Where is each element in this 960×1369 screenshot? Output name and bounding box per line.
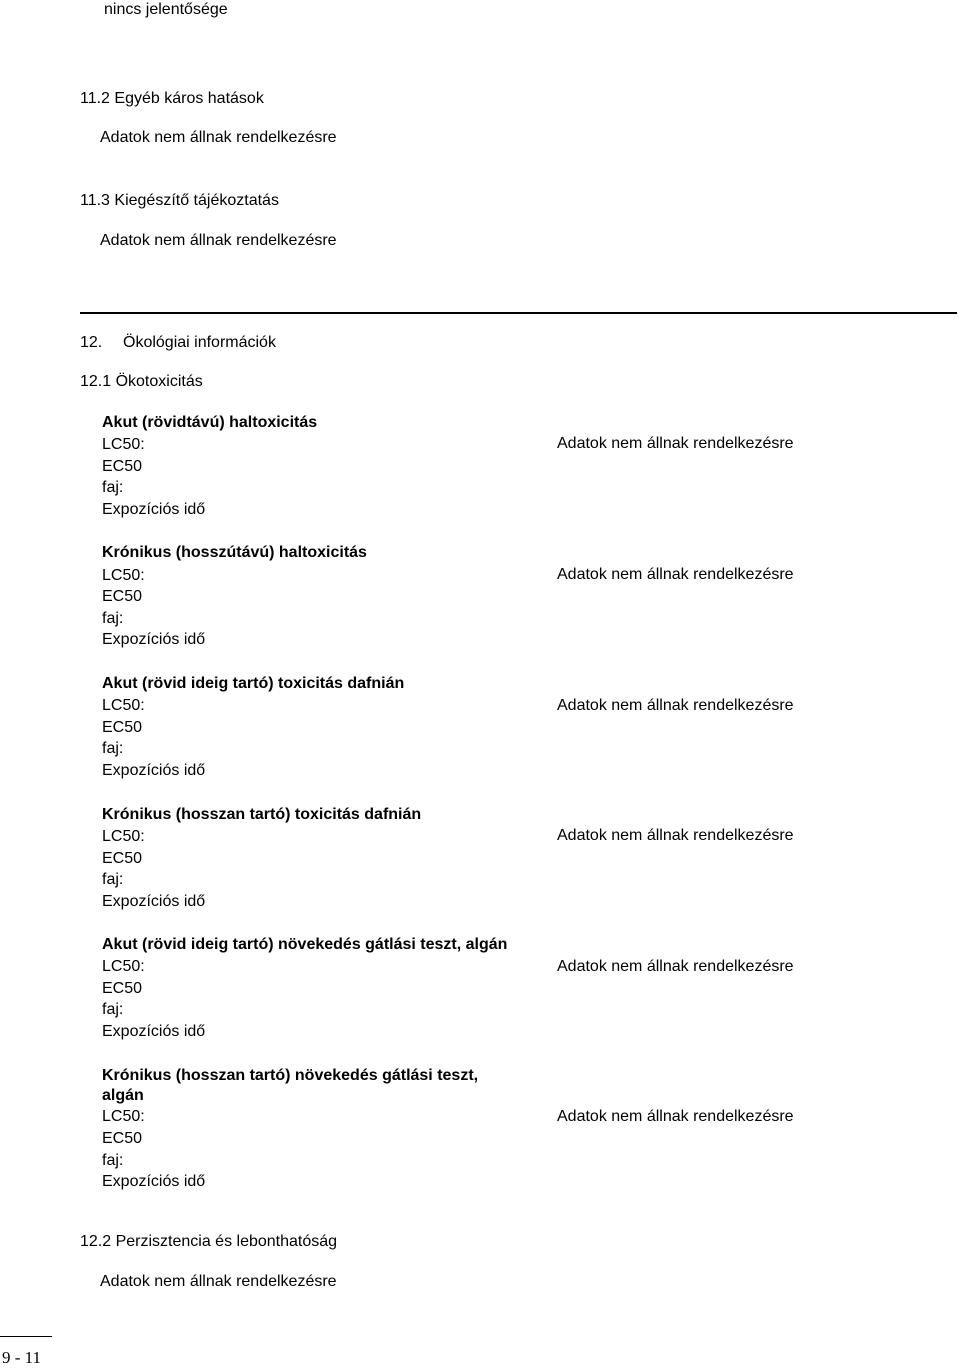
label-ec50: EC50 <box>102 458 143 475</box>
label-expozicios-ido: Expozíciós idő <box>102 893 206 910</box>
block-title-line1: Krónikus (hosszan tartó) növekedés gátlási teszt, <box>102 1067 479 1084</box>
block-title: Krónikus (hosszan tartó) toxicitás dafnián <box>102 806 422 823</box>
label-faj: faj: <box>102 871 124 888</box>
label-expozicios-ido: Expozíciós idő <box>102 1173 206 1190</box>
block-value: Adatok nem állnak rendelkezésre <box>557 566 794 583</box>
page-number: 9 - 11 <box>2 1348 42 1367</box>
block-value: Adatok nem állnak rendelkezésre <box>557 697 794 714</box>
label-expozicios-ido: Expozíciós idő <box>102 501 206 518</box>
block-title: Akut (rövidtávú) haltoxicitás <box>102 414 318 431</box>
label-ec50: EC50 <box>102 719 143 736</box>
block-value: Adatok nem állnak rendelkezésre <box>557 435 794 452</box>
block-title: Akut (rövid ideig tartó) toxicitás dafnián <box>102 675 405 692</box>
label-faj: faj: <box>102 740 124 757</box>
section-12-2-heading: 12.2 Perzisztencia és lebonthatóság <box>80 1233 338 1250</box>
label-ec50: EC50 <box>102 1130 143 1147</box>
label-expozicios-ido: Expozíciós idő <box>102 1023 206 1040</box>
label-lc50: LC50: <box>102 436 145 453</box>
label-lc50: LC50: <box>102 567 145 584</box>
label-lc50: LC50: <box>102 958 145 975</box>
block-value: Adatok nem állnak rendelkezésre <box>557 1108 794 1125</box>
section-12-2-text: Adatok nem állnak rendelkezésre <box>100 1273 337 1290</box>
section-12-number: 12. <box>80 334 103 351</box>
label-faj: faj: <box>102 1152 124 1169</box>
label-ec50: EC50 <box>102 850 143 867</box>
section-divider <box>80 312 957 314</box>
label-ec50: EC50 <box>102 980 143 997</box>
footer-rule <box>0 1336 52 1337</box>
block-title: Krónikus (hosszútávú) haltoxicitás <box>102 544 367 561</box>
top-fragment: nincs jelentősége <box>104 1 228 18</box>
label-expozicios-ido: Expozíciós idő <box>102 631 206 648</box>
block-title: Akut (rövid ideig tartó) növekedés gátlási teszt, algán <box>102 936 508 953</box>
block-value: Adatok nem állnak rendelkezésre <box>557 827 794 844</box>
section-11-2-heading: 11.2 Egyéb káros hatások <box>80 90 264 107</box>
label-lc50: LC50: <box>102 697 145 714</box>
section-12-1-heading: 12.1 Ökotoxicitás <box>80 373 203 390</box>
label-lc50: LC50: <box>102 828 145 845</box>
block-title-line2: algán <box>102 1087 144 1104</box>
section-11-3-text: Adatok nem állnak rendelkezésre <box>100 232 337 249</box>
label-faj: faj: <box>102 610 124 627</box>
label-expozicios-ido: Expozíciós idő <box>102 762 206 779</box>
label-faj: faj: <box>102 1001 124 1018</box>
label-ec50: EC50 <box>102 588 143 605</box>
section-11-2-text: Adatok nem állnak rendelkezésre <box>100 129 337 146</box>
label-lc50: LC50: <box>102 1108 145 1125</box>
label-faj: faj: <box>102 479 124 496</box>
section-12-title: Ökológiai információk <box>123 334 276 351</box>
section-11-3-heading: 11.3 Kiegészítő tájékoztatás <box>80 192 279 209</box>
block-value: Adatok nem állnak rendelkezésre <box>557 958 794 975</box>
